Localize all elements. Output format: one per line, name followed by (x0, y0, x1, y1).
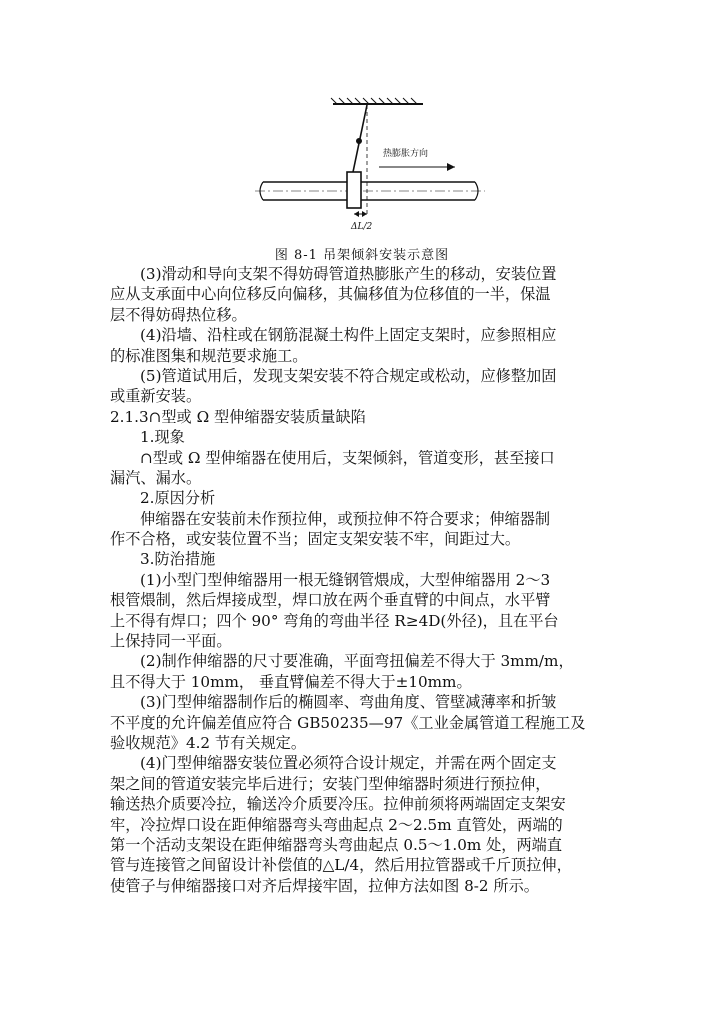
text-line: 验收规范》4.2 节有关规定。 (110, 733, 307, 752)
hanger-drawing (255, 96, 485, 236)
expansion-direction-label: 热膨胀方向 (383, 149, 429, 159)
text-line: 架之间的管道安装完毕后进行；安装门型伸缩器时须进行预拉伸， (110, 774, 551, 793)
section-heading: 2.1.3∩型或 Ω 型伸缩器安装质量缺陷 (110, 407, 366, 426)
text-line: 作不合格，或安装位置不当；固定支架安装不牢，间距过大。 (110, 530, 521, 549)
text-line: (1)小型门型伸缩器用一根无缝钢管煨成，大型伸缩器用 2～3 (140, 570, 551, 589)
text-line: (5)管道试用后，发现支架安装不符合规定或松动，应修整加固 (140, 366, 557, 385)
text-line: 漏汽、漏水。 (110, 468, 202, 487)
text-line: ∩型或 Ω 型伸缩器在使用后，支架倾斜，管道变形，甚至接口 (140, 448, 555, 467)
text-line: 且不得大于 10mm， 垂直臂偏差不得大于±10mm。 (110, 672, 472, 691)
subheading: 1.现象 (140, 428, 185, 447)
text-line: (3)门型伸缩器制作后的椭圆率、弯曲角度、管壁减薄率和折皱 (140, 693, 557, 712)
text-line: (4)沿墙、沿柱或在钢筋混凝土构件上固定支架时，应参照相应 (140, 326, 557, 345)
text-line: 管与连接管之间留设计补偿值的△L/4，然后用拉管器或千斤顶拉伸， (110, 856, 572, 875)
text-line: 不平度的允许偏差值应符合 GB50235—97《工业金属管道工程施工及 (110, 713, 586, 732)
text-line: 伸缩器在安装前未作预拉伸，或预拉伸不符合要求；伸缩器制 (140, 509, 551, 528)
text-line: 或重新安装。 (110, 387, 202, 406)
text-line: (4)门型伸缩器安装位置必须符合设计规定，并需在两个固定支 (140, 754, 557, 773)
text-line: 上保持同一平面。 (110, 632, 232, 651)
text-line: 牢，冷拉焊口设在距伸缩器弯头弯曲起点 2～2.5m 直管处，两端的 (110, 815, 563, 834)
text-line: 第一个活动支架设在距伸缩器弯头弯曲起点 0.5～1.0m 处，两端直 (110, 835, 563, 854)
text-line: 输送热介质要冷拉，输送冷介质要冷压。拉伸前须将两端固定支架安 (110, 795, 566, 814)
figure-caption: 图 8-1 吊架倾斜安装示意图 (274, 248, 450, 263)
text-line: 使管子与伸缩器接口对齐后焊接牢固，拉伸方法如图 8-2 所示。 (110, 876, 539, 895)
text-line: 上不得有焊口；四个 90° 弯角的弯曲半径 R≥4D(外径)，且在平台 (110, 611, 559, 630)
text-line: 应从支承面中心向位移反向偏移，其偏移值为位移值的一半，保温 (110, 285, 551, 304)
text-line: (2)制作伸缩器的尺寸要准确，平面弯扭偏差不得大于 3mm/m， (140, 652, 574, 671)
text-line: (3)滑动和导向支架不得妨碍管道热膨胀产生的移动，安装位置 (140, 265, 557, 283)
text-line: 根管煨制，然后焊接成型，焊口放在两个垂直臂的中间点，水平臂 (110, 591, 551, 610)
delta-label: ΔL/2 (351, 222, 373, 232)
text-line: 层不得妨碍热位移。 (110, 305, 247, 324)
hanger-diagram (255, 96, 485, 236)
text-line: 的标准图集和规范要求施工。 (110, 346, 308, 365)
subheading: 2.原因分析 (140, 489, 216, 508)
body-text (110, 264, 630, 896)
subheading: 3.防治措施 (140, 550, 216, 569)
